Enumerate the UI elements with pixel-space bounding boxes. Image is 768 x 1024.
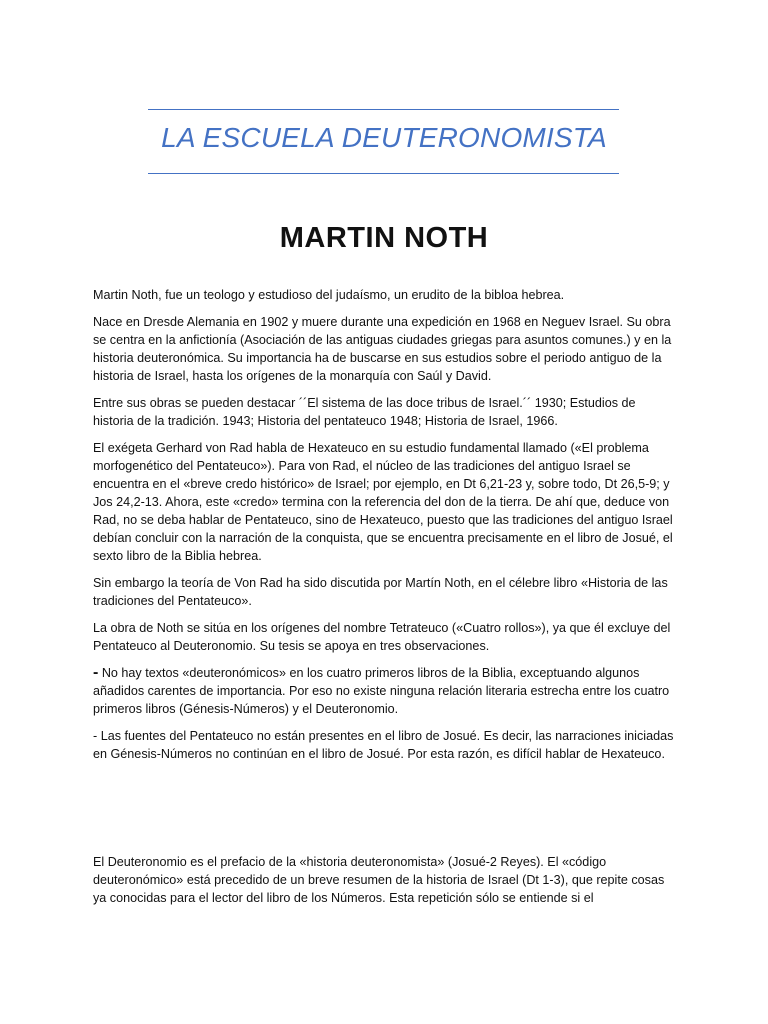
- paragraph: Entre sus obras se pueden destacar ´´El sistema de las doce tribus de Israel.´´ 1930; Estudios de historia de la tradición. 1943; Historia del pentateuco 1948; Historia de Israel, 1966.: [93, 396, 636, 428]
- title-top-rule: [148, 109, 619, 110]
- document-body: [93, 286, 677, 916]
- paragraph: La obra de Noth se sitúa en los orígenes del nombre Tetrateuco («Cuatro rollos»), ya que él excluye del Pentateuco al Deuteronomio. Su tesis se apoya en tres observaciones.: [93, 621, 671, 653]
- paragraph: Nace en Dresde Alemania en 1902 y muere durante una expedición en 1968 en Neguev Israel. Su obra se centra en la anfictionía (Asociación de las antiguas ciudades griegas para asuntos comunes.) y en la historia deuteronómica. Su importancia ha de buscarse en sus estudios sobre el periodo antiguo de la historia de Israel, hasta los orígenes de la monarquía con Saúl y David.: [93, 315, 672, 383]
- paragraph: Sin embargo la teoría de Von Rad ha sido discutida por Martín Noth, en el célebre libro «Historia de las tradiciones del Pentateuco».: [93, 576, 668, 608]
- bullet-dash: -: [93, 664, 99, 681]
- bullet-text: Las fuentes del Pentateuco no están presentes en el libro de Josué. Es decir, las narraciones iniciadas en Génesis-Números no continúan en el libro de Josué. Por esta razón, es difícil hablar de Hexateuco.: [93, 729, 674, 761]
- blank-space: [93, 772, 677, 853]
- section-heading: MARTIN NOTH: [279, 222, 489, 254]
- title-bottom-rule: [148, 173, 619, 174]
- paragraph: El exégeta Gerhard von Rad habla de Hexateuco en su estudio fundamental llamado («El problema morfogenético del Pentateuco»). Para von Rad, el núcleo de las tradiciones del antiguo Israel se encuentra en el «breve credo histórico» de Israel; por ejemplo, en Dt 6,21-23 y, sobre todo, Dt 26,5-9; y Jos 24,2-13. Ahora, este «credo» termina con la referencia del don de la tierra. De ahí que, deduce von Rad, no se deba hablar de Pentateuco, sino de Hexateuco, puesto que las tradiciones del antiguo Israel debían concluir con la narración de la conquista, que se encuentra precisamente en el libro de Josué, el sexto libro de la Biblia hebrea.: [93, 441, 673, 563]
- paragraph: Martin Noth, fue un teologo y estudioso del judaísmo, un erudito de la bibloa hebrea.: [93, 288, 565, 302]
- document-title: LA ESCUELA DEUTERONOMISTA: [161, 122, 607, 153]
- bullet-item: [93, 664, 677, 718]
- bullet-item: [93, 727, 677, 763]
- bullet-dash: -: [93, 729, 98, 743]
- closing-paragraph: El Deuteronomio es el prefacio de la «historia deuteronomista» (Josué-2 Reyes). El «código deuteronómico» está precedido de un breve resumen de la historia de Israel (Dt 1-3), que repite cosas ya conocidas para el lector del libro de los Números. Esta repetición sólo se entiende si el: [93, 855, 665, 905]
- bullet-text: No hay textos «deuteronómicos» en los cuatro primeros libros de la Biblia, exceptuando algunos añadidos carentes de importancia. Por eso no existe ninguna relación literaria estrecha entre los cuatro primeros libros (Génesis-Números) y el Deuteronomio.: [93, 666, 670, 716]
